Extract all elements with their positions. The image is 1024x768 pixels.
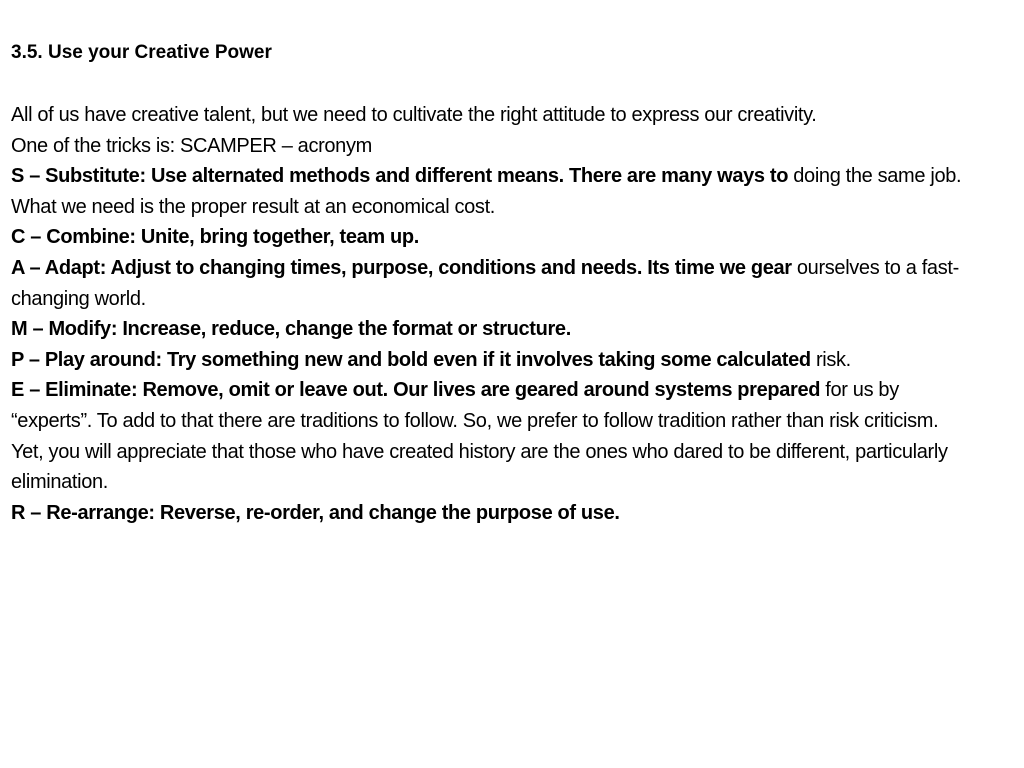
scamper-eliminate-heading: E – Eliminate: Remove, omit or leave out. Our lives are geared around systems prepared bbox=[11, 379, 821, 402]
scamper-item-modify bbox=[11, 314, 971, 345]
scamper-modify-heading: M – Modify: Increase, reduce, change the format or structure. bbox=[11, 318, 571, 341]
intro-paragraph: All of us have creative talent, but we need to cultivate the right attitude to express our creativity. bbox=[11, 104, 817, 126]
slide-title: 3.5. Use your Creative Power bbox=[11, 42, 272, 63]
scamper-rearrange-heading: R – Re-arrange: Reverse, re-order, and change the purpose of use. bbox=[11, 501, 620, 524]
scamper-item-combine bbox=[11, 222, 971, 253]
scamper-play-around-heading: P – Play around: Try something new and bold even if it involves taking some calculated bbox=[11, 348, 811, 371]
scamper-substitute-heading: S – Substitute: Use alternated methods and different means. There are many ways to bbox=[11, 165, 789, 188]
slide-body bbox=[11, 100, 971, 528]
scamper-adapt-heading: A – Adapt: Adjust to changing times, purpose, conditions and needs. Its time we gear bbox=[11, 256, 792, 279]
scamper-play-around-text: risk. bbox=[810, 348, 851, 371]
scamper-item-eliminate bbox=[11, 375, 971, 497]
scamper-combine-heading: C – Combine: Unite, bring together, team up. bbox=[11, 226, 419, 249]
scamper-item-adapt bbox=[11, 253, 971, 314]
scamper-item-play-around bbox=[11, 345, 971, 376]
scamper-adapt-text: ourselves to a fast-changing world. bbox=[11, 256, 959, 310]
scamper-eliminate-text: for us by “experts”. To add to that there are traditions to follow. So, we prefer to follow tradition rather than risk criticism. Yet, you will appreciate that those who have created history are the ones who dared to be different, particularly elimination. bbox=[11, 379, 948, 494]
scamper-substitute-text: doing the same job. What we need is the proper result at an economical cost. bbox=[11, 165, 962, 218]
scamper-item-substitute bbox=[11, 161, 971, 222]
intro-tricks-line: One of the tricks is: SCAMPER – acronym bbox=[11, 134, 372, 157]
scamper-item-rearrange bbox=[11, 498, 971, 529]
